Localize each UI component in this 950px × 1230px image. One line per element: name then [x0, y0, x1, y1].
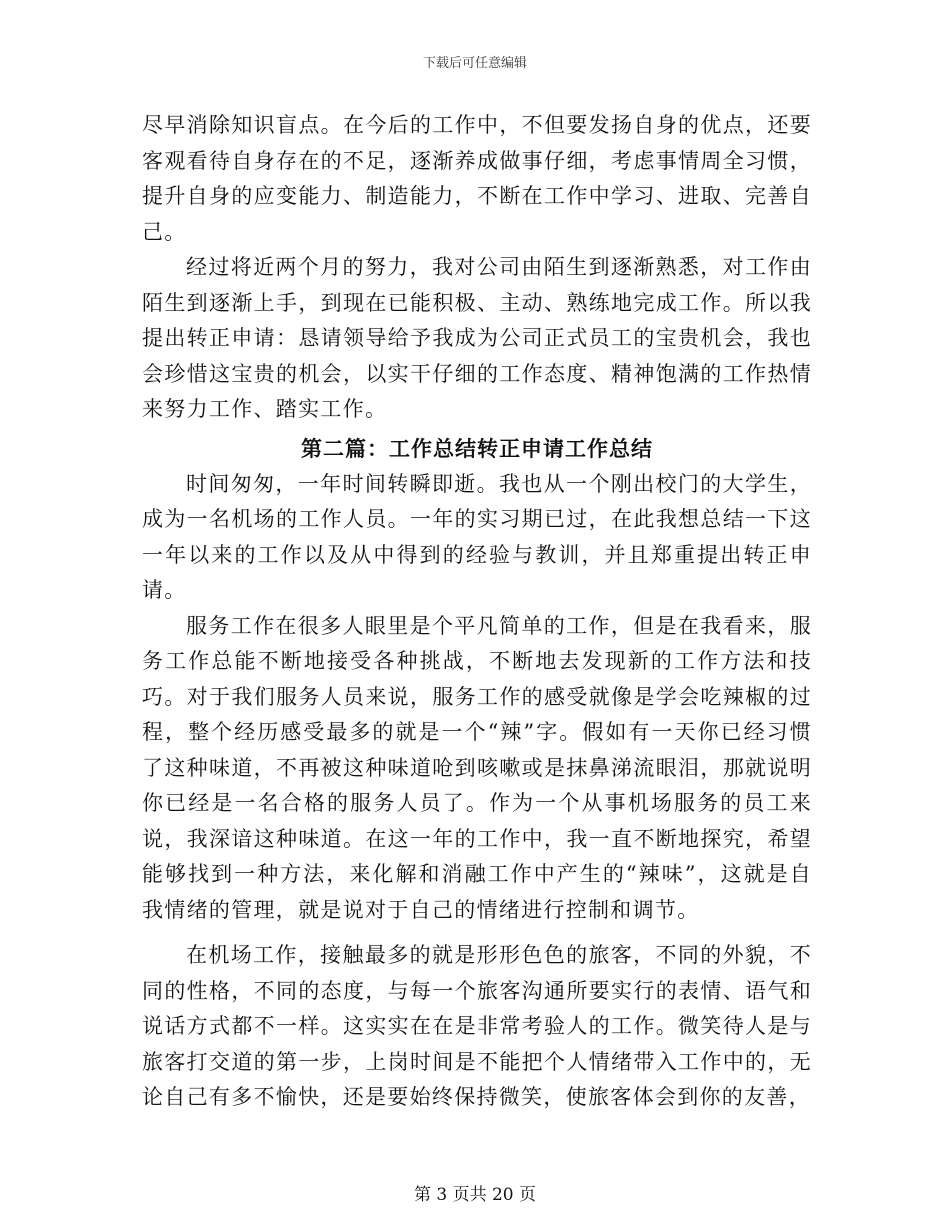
paragraph: 在机场工作，接触最多的就是形形色色的旅客，不同的外貌，不同的性格，不同的态度，与每一个旅客沟通所要实行的表情、语气和说话方式都不一样。这实实在在是非常考验人的工作。微笑待人是与旅客打交道的第一步，上岗时间是不能把个人情绪带入工作中的，无论自己有多不愉快，还是要始终保持微笑，使旅客体会到你的友善，: [142, 943, 812, 1109]
section-heading: 第二篇：工作总结转正申请工作总结: [301, 435, 653, 461]
paragraph: 服务工作在很多人眼里是个平凡简单的工作，但是在我看来，服务工作总能不断地接受各种挑战，不断地去发现新的工作方法和技巧。对于我们服务人员来说，服务工作的感受就像是学会吃辣椒的过程，整个经历感受最多的就是一个“辣”字。假如有一天你已经习惯了这种味道，不再被这种味道呛到咳嗽或是抹鼻涕流眼泪，那就说明你已经是一名合格的服务人员了。作为一个从事机场服务的员工来说，我深谙这种味道。在这一年的工作中，我一直不断地探究，希望能够找到一种方法，来化解和消融工作中产生的“辣味”，这就是自我情绪的管理，就是说对于自己的情绪进行控制和调节。: [142, 613, 812, 922]
paragraph: 时间匆匆，一年时间转瞬即逝。我也从一个刚出校门的大学生，成为一名机场的工作人员。一年的实习期已过，在此我想总结一下这一年以来的工作以及从中得到的经验与教训，并且郑重提出转正申请。: [142, 471, 812, 602]
document-body: [142, 108, 812, 1116]
paragraph: 经过将近两个月的努力，我对公司由陌生到逐渐熟悉，对工作由陌生到逐渐上手，到现在已能积极、主动、熟练地完成工作。所以我提出转正申请：恳请领导给予我成为公司正式员工的宝贵机会，我也会珍惜这宝贵的机会，以实干仔细的工作态度、精神饱满的工作热情来努力工作、踏实工作。: [142, 255, 812, 421]
page-number: 第 3 页共 20 页: [413, 1185, 537, 1205]
paragraph-continuation: 尽早消除知识盲点。在今后的工作中，不但要发扬自身的优点，还要客观看待自身存在的不足，逐渐养成做事仔细，考虑事情周全习惯，提升自身的应变能力、制造能力，不断在工作中学习、进取、完善自己。: [142, 113, 812, 244]
page-header: 下载后可任意编辑: [422, 56, 527, 71]
